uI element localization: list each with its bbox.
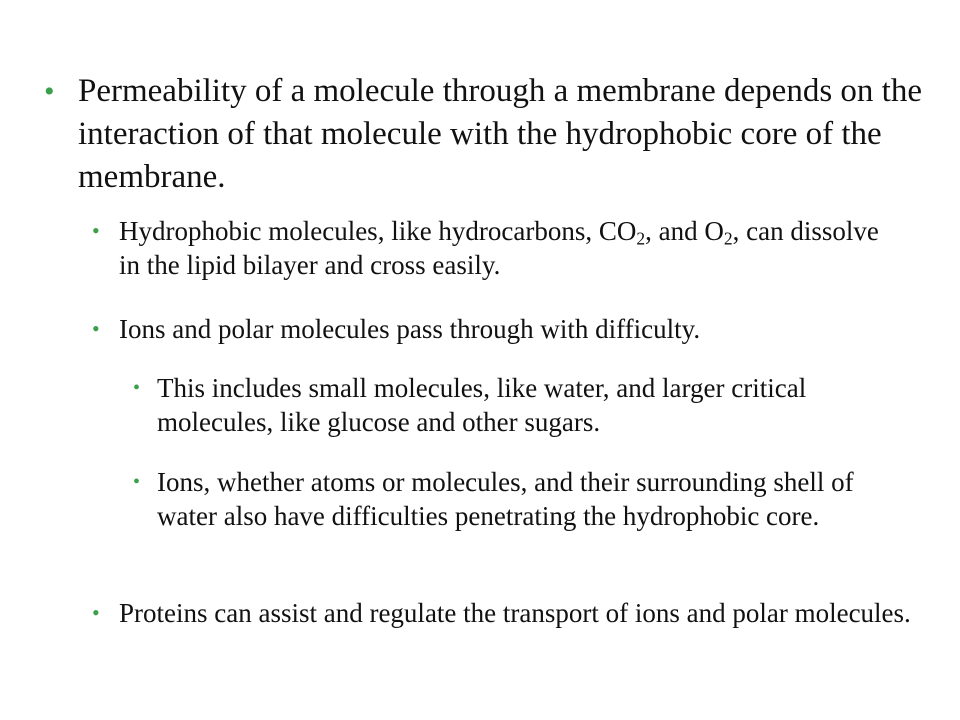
bullet-ions-polar [92, 312, 899, 346]
subscript: 2 [723, 228, 733, 249]
subscript: 2 [636, 228, 646, 249]
bullet-ions-shell [133, 465, 857, 533]
bullet-text: This includes small molecules, like water, and larger critical molecules, like glucose and other sugars. [157, 373, 807, 437]
bullet-marker: • [92, 600, 100, 625]
bullet-marker: • [92, 316, 100, 341]
bullet-text: Ions, whether atoms or molecules, and their surrounding shell of water also have difficulties penetrating the hydrophobic core. [157, 467, 854, 531]
bullet-marker: • [44, 75, 55, 108]
bullet-small-molecules [133, 371, 907, 439]
bullet-text: Proteins can assist and regulate the transport of ions and polar molecules. [119, 598, 911, 628]
bullet-text: Permeability of a molecule through a membrane depends on the interaction of that molecule with the hydrophobic core of the membrane. [78, 73, 922, 195]
bullet-marker: • [133, 377, 141, 399]
bullet-marker: • [133, 471, 141, 493]
bullet-marker: • [92, 218, 100, 243]
bullet-permeability [44, 70, 938, 199]
bullet-text: Ions and polar molecules pass through with difficulty. [119, 314, 701, 344]
bullet-hydrophobic-molecules [92, 214, 879, 282]
bullet-text: Hydrophobic molecules, like hydrocarbons, $CO_2$, and $O_2$, can dissolve in the lipid bilayer and cross easily. [119, 216, 879, 280]
bullet-proteins [92, 596, 919, 630]
